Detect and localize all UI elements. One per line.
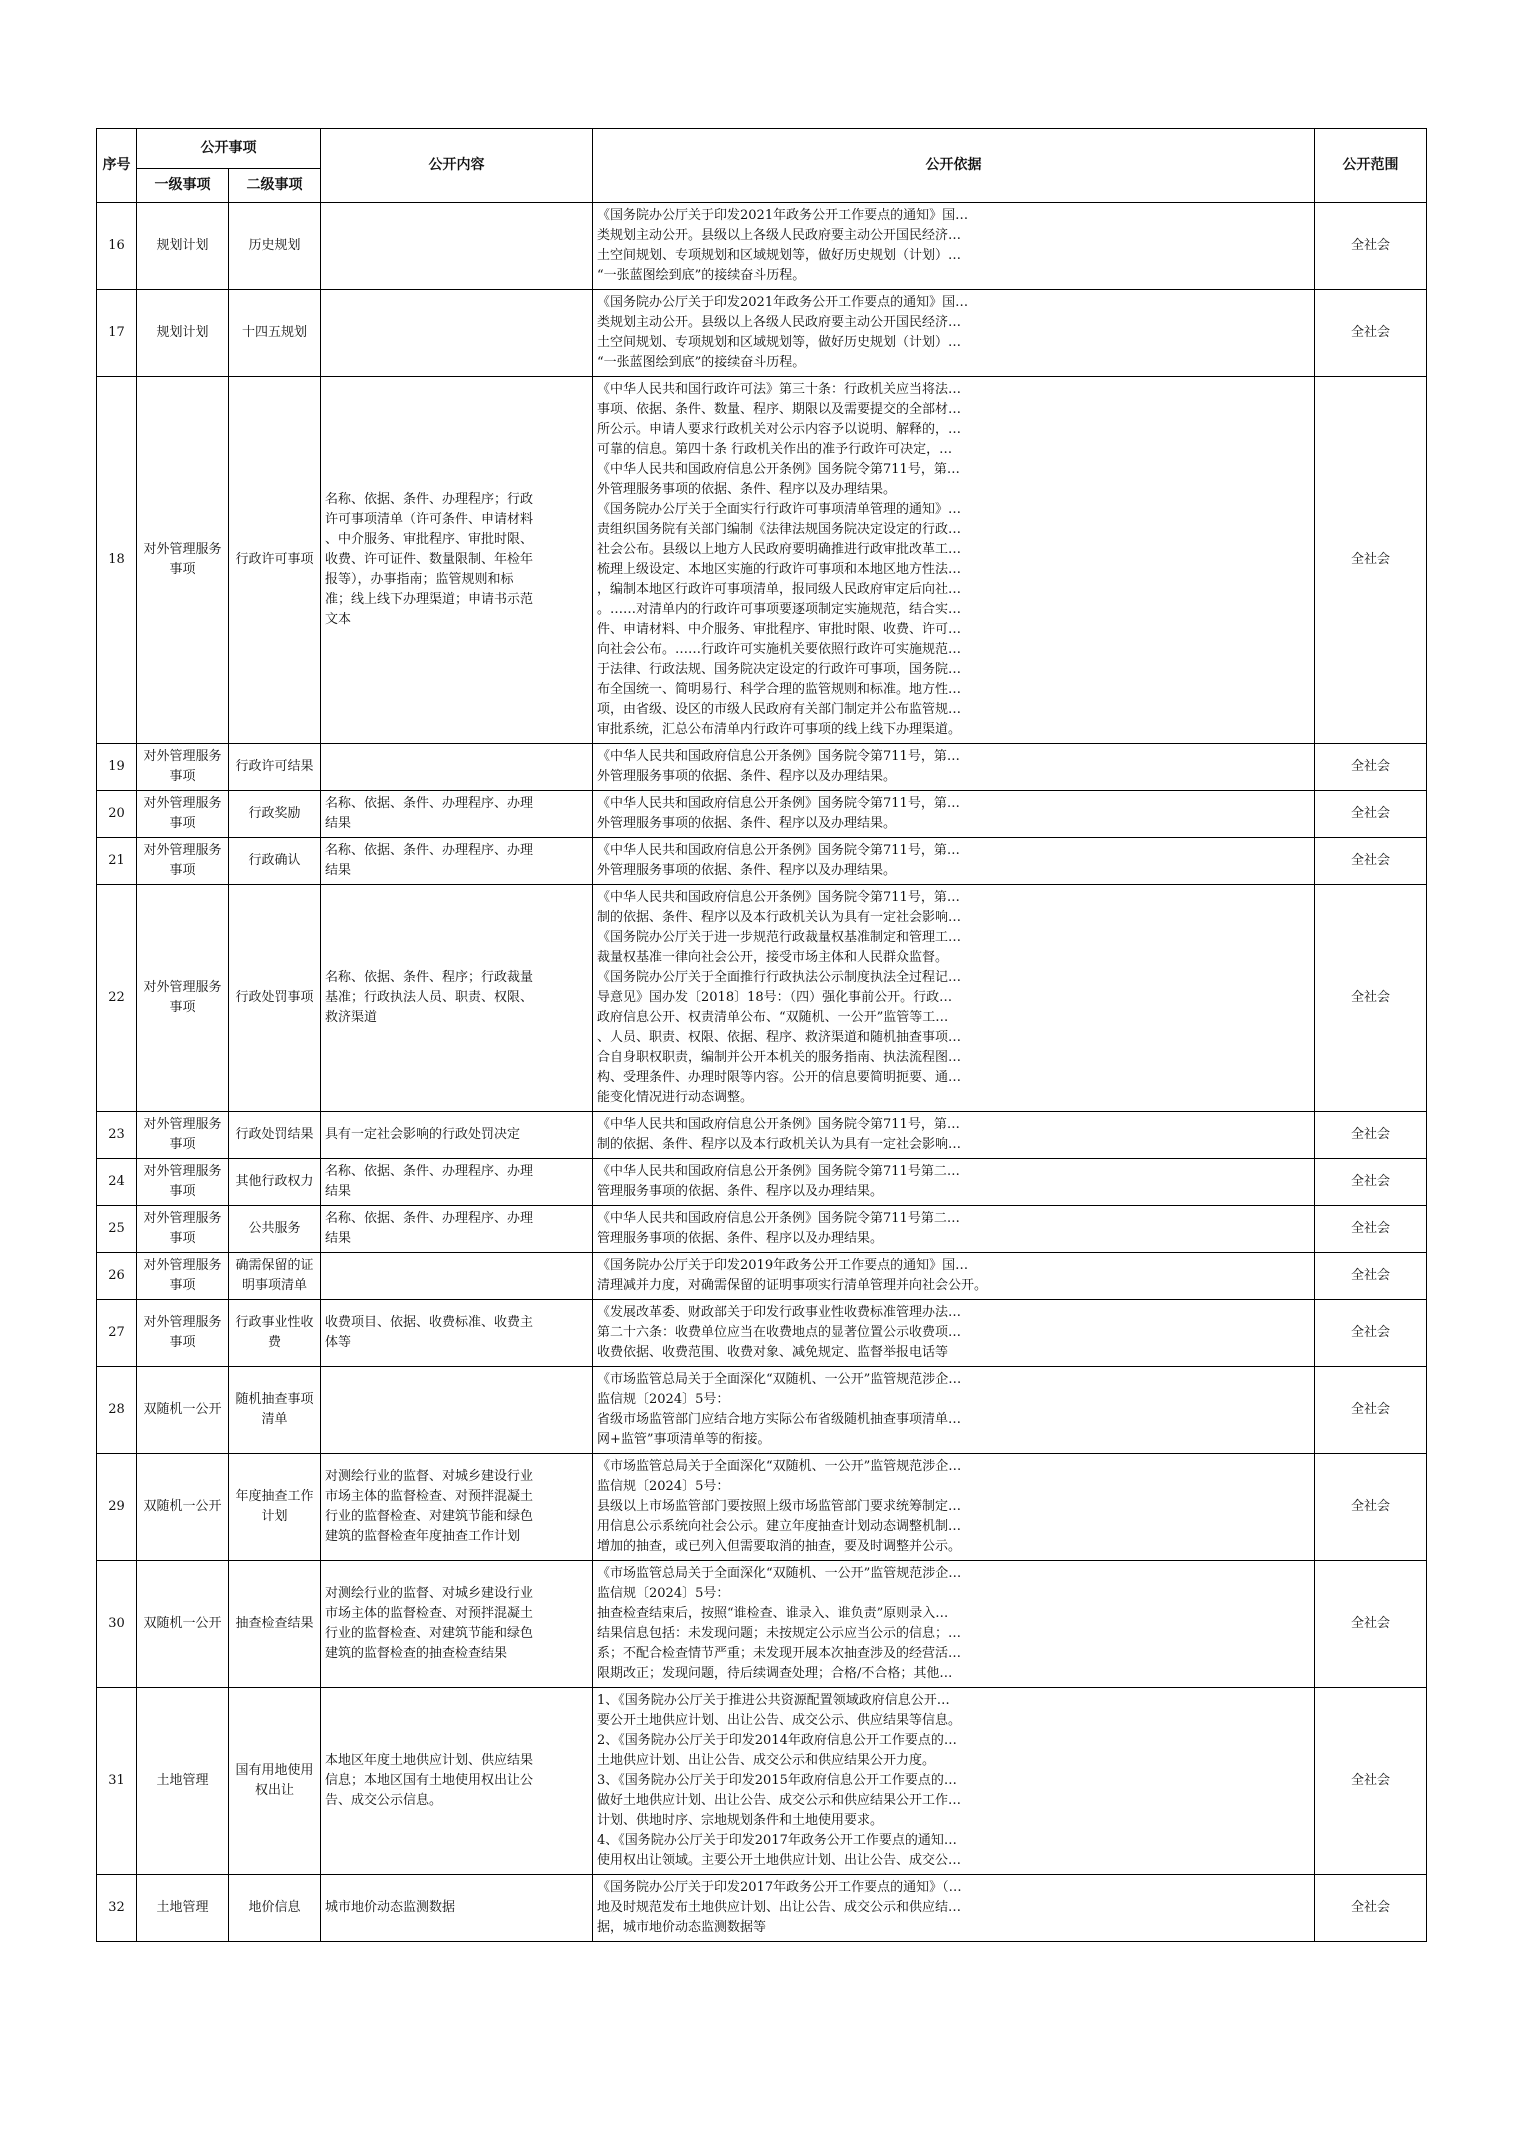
disclosure-basis-line: 1、《国务院办公厅关于推进公共资源配置领域政府信息公开… — [597, 1693, 950, 1708]
disclosure-content — [321, 290, 593, 377]
row-number: 30 — [97, 1561, 137, 1688]
disclosure-basis-line: 外管理服务事项的依据、条件、程序以及办理结果。 — [597, 863, 897, 878]
level1-item: 规划计划 — [137, 290, 229, 377]
level2-item: 国有用地使用权出让 — [229, 1688, 321, 1875]
disclosure-content-line: 收费、许可证件、数量限制、年检年 — [325, 552, 534, 567]
disclosure-basis — [593, 1159, 1315, 1206]
disclosure-table-sheet — [96, 128, 1426, 1942]
disclosure-basis-line: 计划、供地时序、宗地规划条件和土地使用要求。 — [597, 1813, 884, 1828]
level2-item: 行政确认 — [229, 838, 321, 885]
disclosure-content-line: 告、成交公示信息。 — [325, 1793, 443, 1808]
table-row — [97, 290, 1427, 377]
level2-item: 行政事业性收费 — [229, 1300, 321, 1367]
disclosure-basis-line: 外管理服务事项的依据、条件、程序以及办理结果。 — [597, 482, 897, 497]
disclosure-basis — [593, 1561, 1315, 1688]
disclosure-basis-line: 《中华人民共和国政府信息公开条例》国务院令第711号，第… — [597, 796, 960, 811]
disclosure-basis-line: 土空间规划、专项规划和区域规划等，做好历史规划（计划）… — [597, 248, 962, 263]
level1-item: 对外管理服务事项 — [137, 744, 229, 791]
disclosure-basis-line: 地及时规范发布土地供应计划、出让公告、成交公示和供应结… — [597, 1900, 962, 1915]
disclosure-basis-line: 《中华人民共和国政府信息公开条例》国务院令第711号，第… — [597, 1117, 960, 1132]
disclosure-scope: 全社会 — [1315, 290, 1427, 377]
disclosure-basis-line: 监信规〔2024〕5号： — [597, 1586, 730, 1601]
table-row — [97, 1112, 1427, 1159]
disclosure-basis-line: 。……对清单内的行政许可事项要逐项制定实施规范，结合实… — [597, 602, 962, 617]
level1-item: 对外管理服务事项 — [137, 377, 229, 744]
disclosure-basis-line: 社会公布。县级以上地方人民政府要明确推进行政审批改革工… — [597, 542, 962, 557]
level2-item: 公共服务 — [229, 1206, 321, 1253]
disclosure-basis-line: 裁量权基准一律向社会公开，接受市场主体和人民群众监督。 — [597, 950, 949, 965]
disclosure-scope: 全社会 — [1315, 1112, 1427, 1159]
level1-item: 对外管理服务事项 — [137, 838, 229, 885]
disclosure-basis-line: 、人员、职责、权限、依据、程序、救济渠道和随机抽查事项… — [597, 1030, 962, 1045]
disclosure-content — [321, 1159, 593, 1206]
disclosure-basis — [593, 1253, 1315, 1300]
disclosure-scope: 全社会 — [1315, 1367, 1427, 1454]
disclosure-content-line: 城市地价动态监测数据 — [325, 1900, 456, 1915]
disclosure-basis-line: 审批系统，汇总公布清单内行政许可事项的线上线下办理渠道。 — [597, 722, 962, 737]
disclosure-content-line: 文本 — [325, 612, 352, 627]
disclosure-basis-line: 梳理上级设定、本地区实施的行政许可事项和本地区地方性法… — [597, 562, 962, 577]
disclosure-scope: 全社会 — [1315, 1253, 1427, 1300]
disclosure-basis-line: 政府信息公开、权责清单公布、“双随机、一公开”监管等工… — [597, 1010, 949, 1025]
level1-item: 规划计划 — [137, 203, 229, 290]
disclosure-content-line: 名称、依据、条件、办理程序、办理 — [325, 1164, 534, 1179]
level1-item: 对外管理服务事项 — [137, 885, 229, 1112]
disclosure-basis-line: 要公开土地供应计划、出让公告、成交公示、供应结果等信息。 — [597, 1713, 962, 1728]
disclosure-basis-line: 《发展改革委、财政部关于印发行政事业性收费标准管理办法… — [597, 1305, 962, 1320]
disclosure-content-line: 对测绘行业的监督、对城乡建设行业 — [325, 1469, 534, 1484]
level1-item: 对外管理服务事项 — [137, 1112, 229, 1159]
table-row — [97, 791, 1427, 838]
table-body — [97, 203, 1427, 1942]
disclosure-basis-line: 《国务院办公厅关于印发2021年政务公开工作要点的通知》国… — [597, 208, 969, 223]
disclosure-basis-line: 结果信息包括：未发现问题；未按规定公示应当公示的信息；… — [597, 1626, 962, 1641]
table-row — [97, 1875, 1427, 1942]
disclosure-basis — [593, 838, 1315, 885]
disclosure-basis-line: 《市场监管总局关于全面深化“双随机、一公开”监管规范涉企… — [597, 1566, 962, 1581]
disclosure-basis-line: 所公示。申请人要求行政机关对公示内容予以说明、解释的，… — [597, 422, 962, 437]
row-number: 19 — [97, 744, 137, 791]
disclosure-basis-line: 《中华人民共和国政府信息公开条例》国务院令第711号，第… — [597, 749, 960, 764]
disclosure-content-line: 行业的监督检查、对建筑节能和绿色 — [325, 1509, 534, 1524]
row-number: 32 — [97, 1875, 137, 1942]
level2-item: 行政奖励 — [229, 791, 321, 838]
disclosure-basis-line: 《国务院办公厅关于印发2021年政务公开工作要点的通知》国… — [597, 295, 969, 310]
disclosure-content-line: 名称、依据、条件、办理程序；行政 — [325, 492, 534, 507]
disclosure-content-line: 名称、依据、条件、程序；行政裁量 — [325, 970, 534, 985]
disclosure-content — [321, 838, 593, 885]
disclosure-basis-line: 《国务院办公厅关于全面推行行政执法公示制度执法全过程记… — [597, 970, 962, 985]
disclosure-scope: 全社会 — [1315, 377, 1427, 744]
disclosure-content-line: 结果 — [325, 816, 352, 831]
header-level2: 二级事项 — [229, 169, 321, 203]
disclosure-basis-line: 构、受理条件、办理时限等内容。公开的信息要简明扼要、通… — [597, 1070, 962, 1085]
disclosure-basis-line: 类规划主动公开。县级以上各级人民政府要主动公开国民经济… — [597, 315, 962, 330]
disclosure-basis-line: 抽查检查结束后，按照“谁检查、谁录入、谁负责”原则录入… — [597, 1606, 949, 1621]
header-basis: 公开依据 — [593, 129, 1315, 203]
disclosure-scope: 全社会 — [1315, 838, 1427, 885]
table-row — [97, 1367, 1427, 1454]
table-row — [97, 1300, 1427, 1367]
disclosure-content — [321, 377, 593, 744]
table-row — [97, 1561, 1427, 1688]
table-row — [97, 1159, 1427, 1206]
disclosure-content-line: 本地区年度土地供应计划、供应结果 — [325, 1753, 534, 1768]
row-number: 31 — [97, 1688, 137, 1875]
level1-item: 对外管理服务事项 — [137, 1253, 229, 1300]
row-number: 26 — [97, 1253, 137, 1300]
disclosure-basis — [593, 744, 1315, 791]
disclosure-content-line: 信息；本地区国有土地使用权出让公 — [325, 1773, 534, 1788]
disclosure-basis-line: 《国务院办公厅关于全面实行行政许可事项清单管理的通知》… — [597, 502, 962, 517]
level1-item: 双随机一公开 — [137, 1367, 229, 1454]
disclosure-basis-line: 清理减并力度，对确需保留的证明事项实行清单管理并向社会公开。 — [597, 1278, 988, 1293]
disclosure-basis-line: 制的依据、条件、程序以及本行政机关认为具有一定社会影响… — [597, 910, 962, 925]
row-number: 16 — [97, 203, 137, 290]
disclosure-basis-line: 《中华人民共和国政府信息公开条例》国务院令第711号，第… — [597, 843, 960, 858]
disclosure-basis-line: 土地供应计划、出让公告、成交公示和供应结果公开力度。 — [597, 1753, 936, 1768]
disclosure-basis-line: 4、《国务院办公厅关于印发2017年政务公开工作要点的通知… — [597, 1833, 957, 1848]
disclosure-basis-line: 外管理服务事项的依据、条件、程序以及办理结果。 — [597, 769, 897, 784]
table-row — [97, 1253, 1427, 1300]
header-no: 序号 — [97, 129, 137, 203]
table-row — [97, 1206, 1427, 1253]
disclosure-basis-line: 向社会公布。……行政许可实施机关要依照行政许可实施规范… — [597, 642, 962, 657]
disclosure-basis-line: 责组织国务院有关部门编制《法律法规国务院决定设定的行政… — [597, 522, 962, 537]
disclosure-scope: 全社会 — [1315, 1300, 1427, 1367]
header-scope: 公开范围 — [1315, 129, 1427, 203]
disclosure-basis-line: 管理服务事项的依据、条件、程序以及办理结果。 — [597, 1231, 884, 1246]
level1-item: 对外管理服务事项 — [137, 791, 229, 838]
header-content: 公开内容 — [321, 129, 593, 203]
disclosure-basis-line: 第二十六条：收费单位应当在收费地点的显著位置公示收费项… — [597, 1325, 962, 1340]
table-row — [97, 1688, 1427, 1875]
disclosure-content-line: 基准；行政执法人员、职责、权限、 — [325, 990, 534, 1005]
disclosure-basis-line: 省级市场监管部门应结合地方实际公布省级随机抽查事项清单… — [597, 1412, 962, 1427]
disclosure-basis — [593, 1875, 1315, 1942]
disclosure-basis-line: 县级以上市场监管部门要按照上级市场监管部门要求统筹制定… — [597, 1499, 962, 1514]
disclosure-content — [321, 1367, 593, 1454]
level2-item: 确需保留的证明事项清单 — [229, 1253, 321, 1300]
disclosure-content — [321, 1454, 593, 1561]
level1-item: 土地管理 — [137, 1688, 229, 1875]
row-number: 21 — [97, 838, 137, 885]
disclosure-basis — [593, 1454, 1315, 1561]
disclosure-basis — [593, 885, 1315, 1112]
disclosure-content-line: 救济渠道 — [325, 1010, 378, 1025]
disclosure-content-line: 收费项目、依据、收费标准、收费主 — [325, 1315, 534, 1330]
disclosure-content-line: 许可事项清单（许可条件、申请材料 — [325, 512, 534, 527]
table-row — [97, 885, 1427, 1112]
disclosure-basis-line: 做好土地供应计划、出让公告、成交公示和供应结果公开工作… — [597, 1793, 962, 1808]
level1-item: 双随机一公开 — [137, 1454, 229, 1561]
disclosure-basis-line: 收费依据、收费范围、收费对象、减免规定、监督举报电话等 — [597, 1345, 949, 1360]
table-row — [97, 203, 1427, 290]
disclosure-content-line: 建筑的监督检查年度抽查工作计划 — [325, 1529, 521, 1544]
disclosure-scope: 全社会 — [1315, 744, 1427, 791]
disclosure-basis-line: ，编制本地区行政许可事项清单，报同级人民政府审定后向社… — [597, 582, 962, 597]
disclosure-basis-line: 制的依据、条件、程序以及本行政机关认为具有一定社会影响… — [597, 1137, 962, 1152]
disclosure-basis — [593, 377, 1315, 744]
disclosure-basis-line: 3、《国务院办公厅关于印发2015年政府信息公开工作要点的… — [597, 1773, 957, 1788]
header-item-group: 公开事项 — [137, 129, 321, 169]
disclosure-basis-line: 事项、依据、条件、数量、程序、期限以及需要提交的全部材… — [597, 402, 962, 417]
disclosure-basis-line: 《中华人民共和国政府信息公开条例》国务院令第711号，第… — [597, 462, 960, 477]
disclosure-basis-line: 于法律、行政法规、国务院决定设定的行政许可事项，国务院… — [597, 662, 962, 677]
disclosure-content-line: 结果 — [325, 863, 352, 878]
level1-item: 土地管理 — [137, 1875, 229, 1942]
disclosure-content — [321, 1206, 593, 1253]
row-number: 25 — [97, 1206, 137, 1253]
disclosure-basis-line: 合自身职权职责，编制并公开本机关的服务指南、执法流程图… — [597, 1050, 962, 1065]
row-number: 24 — [97, 1159, 137, 1206]
row-number: 28 — [97, 1367, 137, 1454]
table-row — [97, 377, 1427, 744]
disclosure-basis-line: 管理服务事项的依据、条件、程序以及办理结果。 — [597, 1184, 884, 1199]
disclosure-scope: 全社会 — [1315, 1159, 1427, 1206]
row-number: 20 — [97, 791, 137, 838]
disclosure-content-line: 准；线上线下办理渠道；申请书示范 — [325, 592, 534, 607]
level2-item: 随机抽查事项清单 — [229, 1367, 321, 1454]
disclosure-basis-line: 《中华人民共和国政府信息公开条例》国务院令第711号第二… — [597, 1164, 960, 1179]
disclosure-basis-line: 使用权出让领域。主要公开土地供应计划、出让公告、成交公… — [597, 1853, 962, 1868]
disclosure-basis-line: 《中华人民共和国政府信息公开条例》国务院令第711号，第… — [597, 890, 960, 905]
disclosure-basis-line: 《国务院办公厅关于进一步规范行政裁量权基准制定和管理工… — [597, 930, 962, 945]
disclosure-basis-line: “一张蓝图绘到底”的接续奋斗历程。 — [597, 355, 806, 370]
row-number: 29 — [97, 1454, 137, 1561]
disclosure-basis-line: 《国务院办公厅关于印发2019年政务公开工作要点的通知》国… — [597, 1258, 969, 1273]
disclosure-scope: 全社会 — [1315, 1206, 1427, 1253]
disclosure-basis-line: 可靠的信息。第四十条 行政机关作出的准予行政许可决定，… — [597, 442, 953, 457]
level2-item: 历史规划 — [229, 203, 321, 290]
disclosure-basis-line: 《市场监管总局关于全面深化“双随机、一公开”监管规范涉企… — [597, 1459, 962, 1474]
level1-item: 对外管理服务事项 — [137, 1159, 229, 1206]
disclosure-basis — [593, 1688, 1315, 1875]
disclosure-content-line: 行业的监督检查、对建筑节能和绿色 — [325, 1626, 534, 1641]
disclosure-basis-line: “一张蓝图绘到底”的接续奋斗历程。 — [597, 268, 806, 283]
level1-item: 对外管理服务事项 — [137, 1300, 229, 1367]
disclosure-scope: 全社会 — [1315, 203, 1427, 290]
row-number: 22 — [97, 885, 137, 1112]
disclosure-content-line: 市场主体的监督检查、对预拌混凝土 — [325, 1606, 534, 1621]
disclosure-content-line: 、中介服务、审批程序、审批时限、 — [325, 532, 534, 547]
disclosure-content — [321, 1300, 593, 1367]
disclosure-scope: 全社会 — [1315, 1875, 1427, 1942]
disclosure-basis-line: 布全国统一、简明易行、科学合理的监管规则和标准。地方性… — [597, 682, 962, 697]
disclosure-scope: 全社会 — [1315, 791, 1427, 838]
disclosure-basis-line: 限期改正；发现问题，待后续调查处理；合格/不合格；其他… — [597, 1666, 953, 1681]
table-row — [97, 744, 1427, 791]
disclosure-content — [321, 744, 593, 791]
disclosure-basis-line: 件、申请材料、中介服务、审批程序、审批时限、收费、许可… — [597, 622, 962, 637]
disclosure-content-line: 名称、依据、条件、办理程序、办理 — [325, 1211, 534, 1226]
row-number: 27 — [97, 1300, 137, 1367]
disclosure-content — [321, 1112, 593, 1159]
disclosure-content-line: 结果 — [325, 1231, 352, 1246]
disclosure-basis-line: 项，由省级、设区的市级人民政府有关部门制定并公布监管规… — [597, 702, 962, 717]
disclosure-content — [321, 1253, 593, 1300]
disclosure-content-line: 体等 — [325, 1335, 352, 1350]
row-number: 23 — [97, 1112, 137, 1159]
disclosure-basis-line: 《中华人民共和国行政许可法》第三十条：行政机关应当将法… — [597, 382, 962, 397]
row-number: 18 — [97, 377, 137, 744]
disclosure-content-line: 具有一定社会影响的行政处罚决定 — [325, 1127, 521, 1142]
disclosure-content — [321, 203, 593, 290]
disclosure-basis-line: 据，城市地价动态监测数据等 — [597, 1920, 767, 1935]
disclosure-basis-line: 增加的抽查，或已列入但需要取消的抽查，要及时调整并公示。 — [597, 1539, 962, 1554]
disclosure-basis-line: 监信规〔2024〕5号： — [597, 1479, 730, 1494]
disclosure-basis-line: 土空间规划、专项规划和区域规划等，做好历史规划（计划）… — [597, 335, 962, 350]
disclosure-basis-line: 导意见》国办发〔2018〕18号：（四）强化事前公开。行政… — [597, 990, 953, 1005]
disclosure-scope: 全社会 — [1315, 1688, 1427, 1875]
table-row — [97, 838, 1427, 885]
disclosure-basis-line: 系；不配合检查情节严重；未发现开展本次抽查涉及的经营活… — [597, 1646, 962, 1661]
disclosure-basis-line: 用信息公示系统向社会公示。建立年度抽查计划动态调整机制… — [597, 1519, 962, 1534]
level2-item: 地价信息 — [229, 1875, 321, 1942]
level2-item: 十四五规划 — [229, 290, 321, 377]
level2-item: 行政处罚事项 — [229, 885, 321, 1112]
disclosure-content-line: 市场主体的监督检查、对预拌混凝土 — [325, 1489, 534, 1504]
disclosure-basis-line: 能变化情况进行动态调整。 — [597, 1090, 754, 1105]
disclosure-table — [96, 128, 1427, 1942]
disclosure-basis — [593, 203, 1315, 290]
disclosure-basis-line: 监信规〔2024〕5号： — [597, 1392, 730, 1407]
disclosure-basis-line: 2、《国务院办公厅关于印发2014年政府信息公开工作要点的… — [597, 1733, 957, 1748]
level2-item: 行政许可结果 — [229, 744, 321, 791]
disclosure-basis — [593, 1367, 1315, 1454]
level1-item: 双随机一公开 — [137, 1561, 229, 1688]
disclosure-basis-line: 《国务院办公厅关于印发2017年政务公开工作要点的通知》（… — [597, 1880, 962, 1895]
level2-item: 其他行政权力 — [229, 1159, 321, 1206]
disclosure-content — [321, 791, 593, 838]
disclosure-basis — [593, 1112, 1315, 1159]
disclosure-content — [321, 1875, 593, 1942]
level2-item: 行政处罚结果 — [229, 1112, 321, 1159]
disclosure-basis-line: 类规划主动公开。县级以上各级人民政府要主动公开国民经济… — [597, 228, 962, 243]
table-header — [97, 129, 1427, 203]
disclosure-scope: 全社会 — [1315, 1454, 1427, 1561]
disclosure-basis-line: 《中华人民共和国政府信息公开条例》国务院令第711号第二… — [597, 1211, 960, 1226]
row-number: 17 — [97, 290, 137, 377]
level2-item: 抽查检查结果 — [229, 1561, 321, 1688]
disclosure-basis-line: 外管理服务事项的依据、条件、程序以及办理结果。 — [597, 816, 897, 831]
level2-item: 年度抽查工作计划 — [229, 1454, 321, 1561]
disclosure-content — [321, 1688, 593, 1875]
disclosure-basis — [593, 791, 1315, 838]
level1-item: 对外管理服务事项 — [137, 1206, 229, 1253]
level2-item: 行政许可事项 — [229, 377, 321, 744]
disclosure-basis — [593, 1206, 1315, 1253]
disclosure-content-line: 对测绘行业的监督、对城乡建设行业 — [325, 1586, 534, 1601]
table-row — [97, 1454, 1427, 1561]
disclosure-content-line: 结果 — [325, 1184, 352, 1199]
disclosure-content — [321, 885, 593, 1112]
disclosure-content-line: 报等），办事指南；监管规则和标 — [325, 572, 514, 587]
disclosure-content-line: 名称、依据、条件、办理程序、办理 — [325, 843, 534, 858]
header-level1: 一级事项 — [137, 169, 229, 203]
disclosure-content-line: 名称、依据、条件、办理程序、办理 — [325, 796, 534, 811]
disclosure-content — [321, 1561, 593, 1688]
disclosure-basis — [593, 1300, 1315, 1367]
disclosure-content-line: 建筑的监督检查的抽查检查结果 — [325, 1646, 508, 1661]
disclosure-scope: 全社会 — [1315, 885, 1427, 1112]
disclosure-basis — [593, 290, 1315, 377]
disclosure-basis-line: 网+监管”事项清单等的衔接。 — [597, 1432, 771, 1447]
disclosure-scope: 全社会 — [1315, 1561, 1427, 1688]
disclosure-basis-line: 《市场监管总局关于全面深化“双随机、一公开”监管规范涉企… — [597, 1372, 962, 1387]
